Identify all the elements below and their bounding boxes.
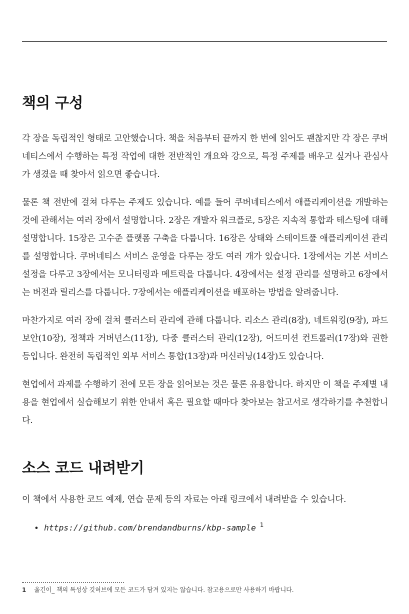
- footnote-number: 1: [22, 587, 27, 594]
- page-content: [22, 94, 388, 535]
- page-top-rule: [22, 41, 387, 42]
- footnote-text: 옮긴이_ 책의 특성상 깃허브에 모든 코드가 담겨 있지는 않습니다. 참고용으로만 사용하기 바랍니다.: [34, 587, 294, 594]
- body-paragraph: 물론 책 전반에 걸쳐 다루는 주제도 있습니다. 예를 들어 쿠버네티스에서 애플리케이션을 개발하는 것에 관해서는 여러 장에서 설명합니다. 2장은 개발자 워크플로, 5장은 지속적 통합과 테스팅에 대해 설명합니다. 15장은 고수준 플랫폼 구축을 다룹니다. 16장은 상태와 스테이트풀 애플리케이션 관리를 설명합니다. 쿠버네티스 서비스 운영을 다루는 장도 여러 개가 있습니다. 1장에서는 기본 서비스 설정을 다루고 3장에서는 모니터링과 메트릭을 다룹니다. 4장에서는 설정 관리를 설명하고 6장에서는 버전과 릴리스를 다룹니다. 7장에서는 애플리케이션을 배포하는 방법을 알려줍니다.: [22, 198, 388, 298]
- footnote: [22, 586, 388, 595]
- section-heading-source-download: 소스 코드 내려받기: [22, 461, 145, 477]
- section-heading-book-structure: 책의 구성: [22, 96, 84, 112]
- footnote-divider: [22, 582, 124, 583]
- bullet-icon: •: [34, 522, 39, 533]
- body-paragraph: 현업에서 과제를 수행하기 전에 모든 장을 읽어보는 것은 물론 유용합니다. 하지만 이 책을 주제별 내용을 현업에서 실습해보기 위한 안내서 혹은 필요할 때마다 찾아보는 참고서로 생각하기를 추천합니다.: [22, 380, 388, 426]
- body-paragraph: 이 책에서 사용한 코드 예제, 연습 문제 등의 자료는 아래 링크에서 내려받을 수 있습니다.: [22, 495, 347, 505]
- body-paragraph: 각 장을 독립적인 형태로 고안했습니다. 책을 처음부터 끝까지 한 번에 읽어도 괜찮지만 각 장은 쿠버네티스에서 수행하는 특정 작업에 대한 전반적인 개요와 강으로, 특정 주제를 배우고 싶거나 관심사가 생겼을 때 찾아서 읽으면 좋습니다.: [22, 134, 388, 180]
- source-code-link[interactable]: https://github.com/brendandburns/kbp-sample: [43, 522, 256, 533]
- body-paragraph: 마찬가지로 여러 장에 걸쳐 클러스터 관리에 관해 다룹니다. 리소스 관리(8장), 네트워킹(9장), 파드 보안(10장), 정책과 거버넌스(11장), 다중 클러스터 관리(12장), 어드미션 컨트롤러(17장)와 권한 등입니다. 완전히 독립적인 외부 서비스 통합(13장)과 머신러닝(14장)도 있습니다.: [22, 316, 388, 362]
- footnote-reference[interactable]: 1: [259, 522, 264, 529]
- source-link-item: [34, 519, 388, 535]
